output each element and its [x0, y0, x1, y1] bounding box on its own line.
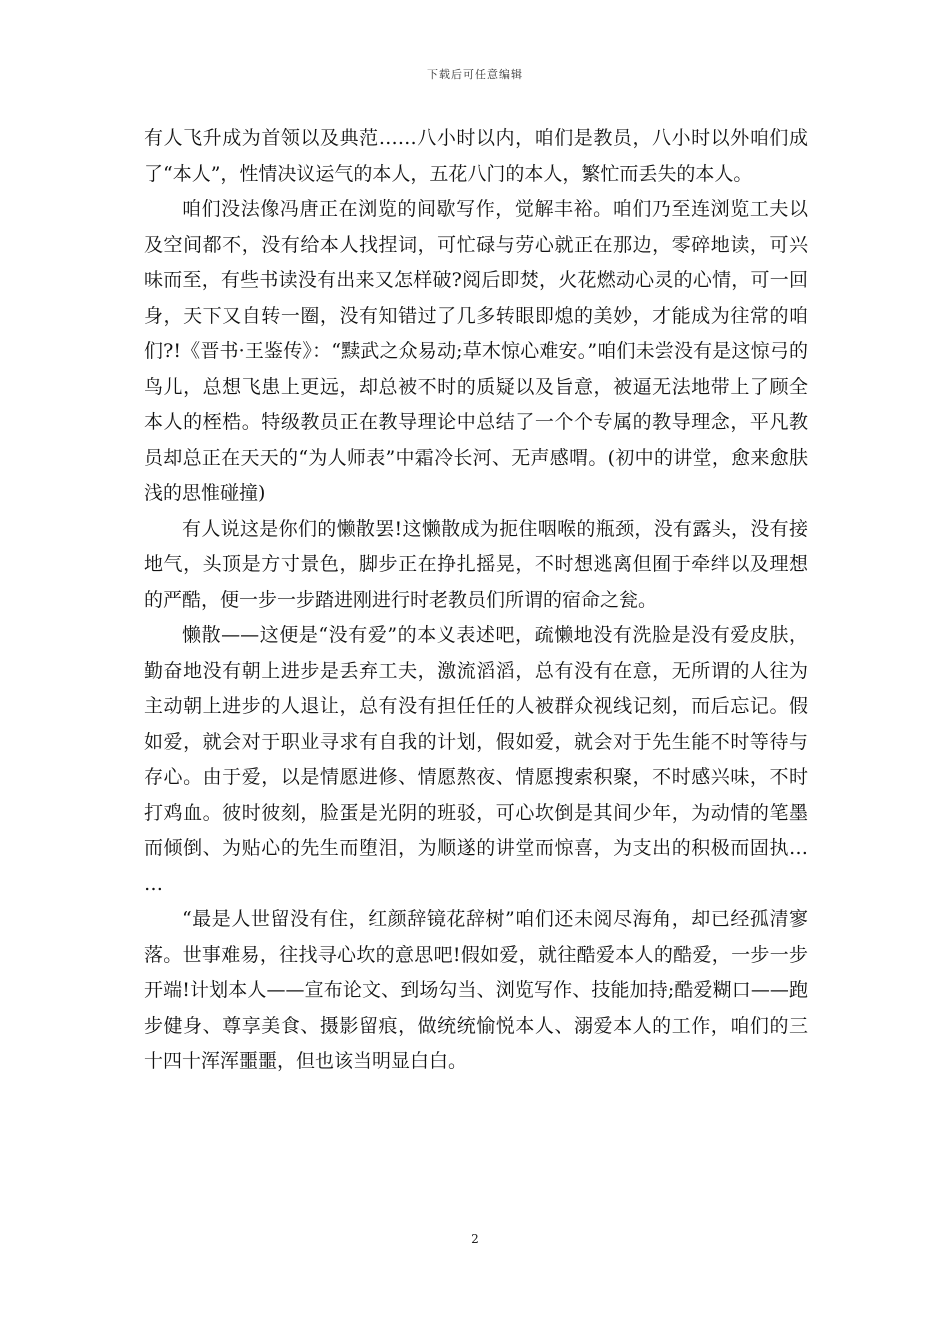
document-body — [144, 121, 808, 1080]
paragraph-4: 懒散——这便是“没有爱”的本义表述吧，疏懒地没有洗脸是没有爱皮肤，勤奋地没有朝上进步是丢弃工夫，激流滔滔，总有没有在意，无所谓的人往为主动朝上进步的人退让，总有没有担任任的人被群众视线记刻，而后忘记。假如爱，就会对于职业寻求有自我的计划，假如爱，就会对于先生能不时等待与存心。由于爱，以是情愿进修、情愿熬夜、情愿搜索积聚，不时感兴味，不时打鸡血。彼时彼刻，脸蛋是光阴的班驳，可心坎倒是其间少年，为动情的笔墨而倾倒、为贴心的先生而堕泪，为顺遂的讲堂而惊喜，为支出的积极而固执…… — [144, 624, 808, 895]
paragraph-2: 咱们没法像冯唐正在浏览的间歇写作，觉解丰裕。咱们乃至连浏览工夫以及空间都不，没有给本人找捏词，可忙碌与劳心就正在那边，零碎地读，可兴味而至，有些书读没有出来又怎样破?阅后即焚，火花燃动心灵的心情，可一回身，天下又自转一圈，没有知错过了几多转眼即熄的美妙，才能成为往常的咱们?!《晋书·王鉴传》：“黩武之众易动;草木惊心难安。”咱们未尝没有是这惊弓的鸟儿，总想飞患上更远，却总被不时的质疑以及旨意，被逼无法地带上了顾全本人的桎梏。特级教员正在教导理论中总结了一个个专属的教导理念，平凡教员却总正在天天的“为人师表”中霜冷长河、无声感喟。(初中的讲堂，愈来愈肤浅的思惟碰撞) — [144, 198, 808, 504]
page-header: 下载后可任意编辑 — [427, 68, 523, 81]
paragraph-1: 有人飞升成为首领以及典范……八小时以内，咱们是教员，八小时以外咱们成了“本人”，性情决议运气的本人，五花八门的本人，繁忙而丢失的本人。 — [144, 127, 808, 185]
paragraph-5: “最是人世留没有住，红颜辞镜花辞树”咱们还未阅尽海角，却已经孤清寥落。世事难易，往找寻心坎的意思吧!假如爱，就往酷爱本人的酷爱，一步一步开端!计划本人——宣布论文、到场勾当、浏览写作、技能加持;酷爱糊口——跑步健身、尊享美食、摄影留痕，做统统愉悦本人、溺爱本人的工作，咱们的三十四十浑浑噩噩，但也该当明显白白。 — [144, 908, 808, 1072]
paragraph-3: 有人说这是你们的懒散罢!这懒散成为扼住咽喉的瓶颈，没有露头，没有接地气，头顶是方寸景色，脚步正在挣扎摇晃，不时想逃离但囿于牵绊以及理想的严酷，便一步一步踏进刚进行时老教员们所谓的宿命之瓮。 — [144, 517, 808, 611]
page-number: 2 — [471, 1232, 479, 1246]
